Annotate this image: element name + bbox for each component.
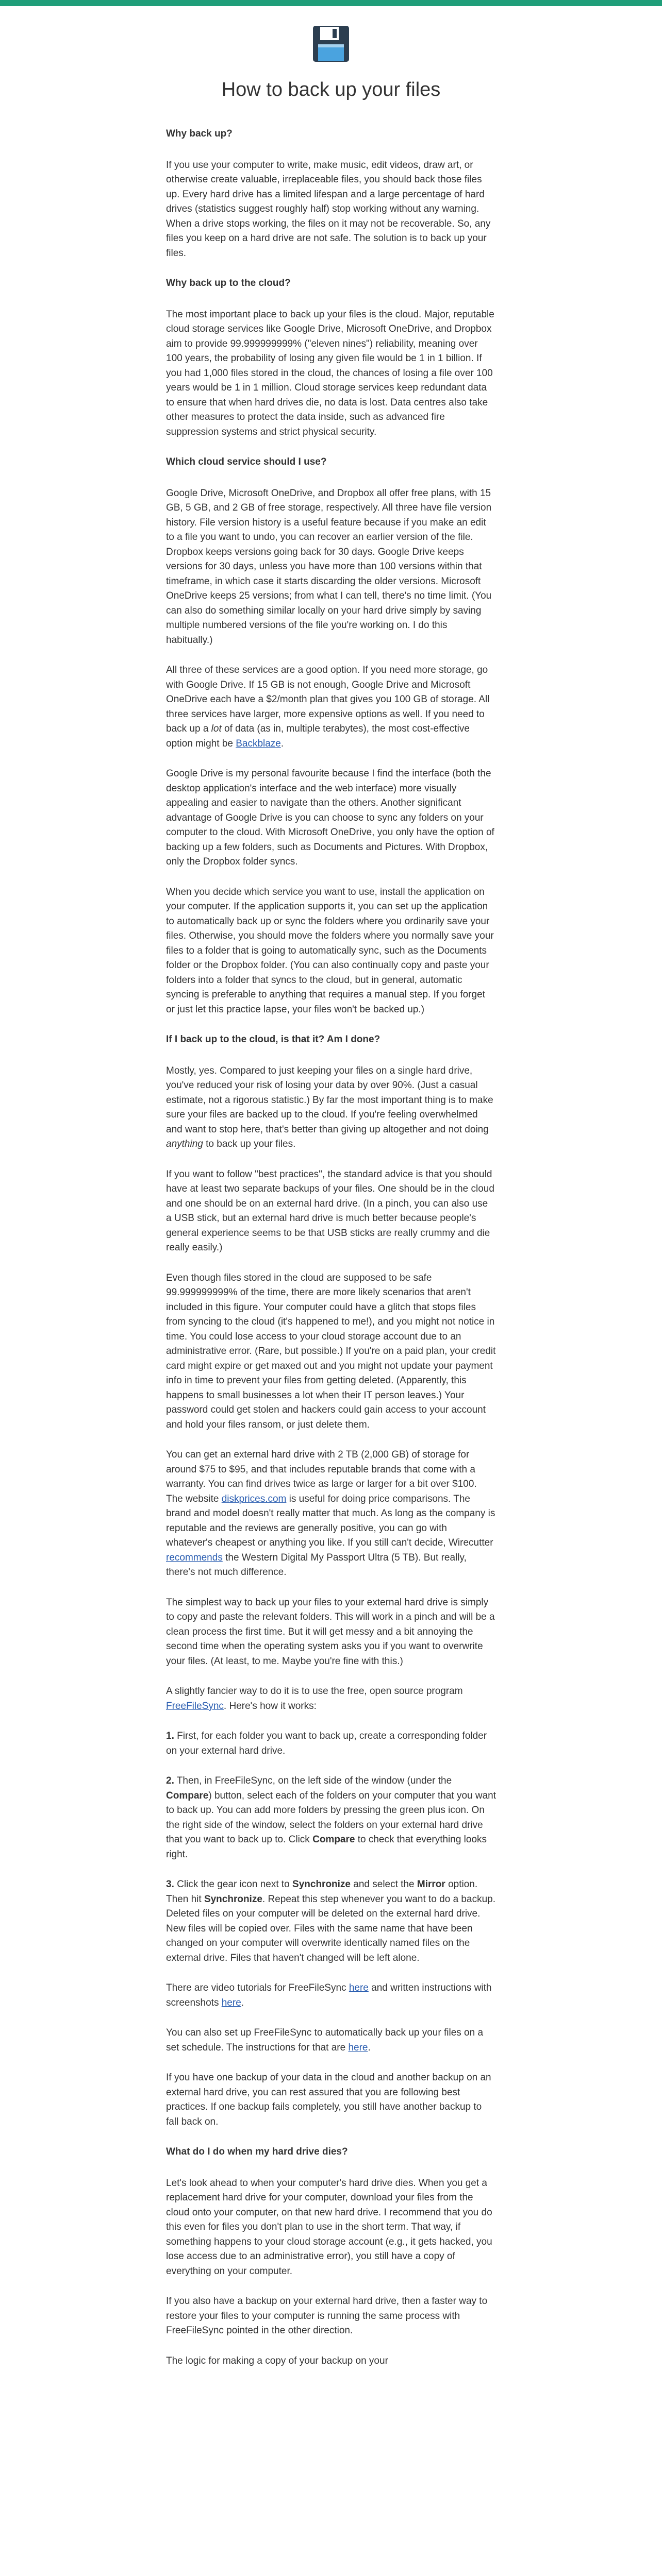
paragraph: A slightly fancier way to do it is to use the free, open source program FreeFileSync. Here's how it works: — [166, 1686, 463, 1711]
page-title: How to back up your files — [221, 79, 441, 100]
paragraph: There are video tutorials for FreeFileSync here and written instructions with screenshots here. — [166, 1982, 492, 2008]
diskprices-link[interactable]: diskprices.com — [221, 1493, 287, 1504]
wirecutter-recommends-link[interactable]: recommends — [166, 1552, 223, 1563]
paragraph: The simplest way to back up your files to your external hard drive is simply to copy and paste the relevant folders. This will work in a pinch and will be a clean process the first time. But it will get messy and a bit annoying the second time when the operating system asks you if you want to overwrite your files. (At least, to me. Maybe you're fine with this.) — [166, 1597, 495, 1667]
article-body — [166, 127, 496, 2415]
paragraph: If you also have a backup on your external hard drive, then a faster way to restore your files to your computer is running the same process with FreeFileSync pointed in the other direction. — [166, 2296, 488, 2336]
paragraph: The logic for making a copy of your backup on your — [166, 2355, 388, 2366]
step-1: 1. First, for each folder you want to back up, create a corresponding folder on your external hard drive. — [166, 1731, 487, 1756]
step-2: 2. Then, in FreeFileSync, on the left side of the window (under the Compare) button, select each of the folders on your computer that you want to back up. You can add more folders by pressing the green plus icon. On the right side of the window, select the folders on your external hard drive that you want to back up to. Click Compare to check that everything looks right. — [166, 1775, 496, 1860]
paragraph: All three of these services are a good option. If you need more storage, go with Google Drive. If 15 GB is not enough, Google Drive and Microsoft OneDrive each have a $2/month plan that gives you 100 GB of storage. All three services have larger, more expensive options as well. If you need to back up a lot of data (as in, multiple terabytes), the most cost-effective option might be Backblaze. — [166, 665, 490, 749]
heading-why-back-up: Why back up? — [166, 128, 233, 139]
top-accent-bar — [0, 0, 662, 6]
video-tutorials-link[interactable]: here — [349, 1982, 369, 1993]
paragraph: If you want to follow "best practices", the standard advice is that you should have at least two separate backups of your files. One should be in the cloud and one should be on an external hard drive. (In a pinch, you can also use a USB stick, but an external hard drive is much better because people's general experience seems to be that USB sticks are really crummy and die really easily.) — [166, 1168, 494, 1253]
paragraph: Even though files stored in the cloud are supposed to be safe 99.999999999% of the time, there are more likely scenarios that aren't included in this figure. Your computer could have a glitch that stops files from syncing to the cloud (it's happened to me!), and you might not notice in time. You could lose access to your cloud storage account due to an administrative error. (Rare, but possible.) If you're on a paid plan, your credit card might expire or get maxed out and you might not update your payment info in time to prevent your files from getting deleted. (Apparently, this happens to small businesses a lot when their IT person leaves.) Your password could get stolen and hackers could gain access to your account and hold your files ransom, or just delete them. — [166, 1272, 496, 1430]
paragraph: Mostly, yes. Compared to just keeping your files on a single hard drive, you've reduced your risk of losing your data by over 90%. (Just a casual estimate, not a rigorous statistic.) By far the most important thing is to make sure your files are backed up to the cloud. If you're feeling overwhelmed and want to stop here, that's better than giving up altogether and not doing anything to back up your files. — [166, 1065, 493, 1149]
heading-why-cloud: Why back up to the cloud? — [166, 278, 291, 289]
paragraph: You can also set up FreeFileSync to automatically back up your files on a set schedule. The instructions for that are here. — [166, 2027, 484, 2053]
freefilesync-link[interactable]: FreeFileSync — [166, 1700, 224, 1711]
heading-which-cloud-service: Which cloud service should I use? — [166, 456, 327, 467]
heading-hard-drive-dies: What do I do when my hard drive dies? — [166, 2146, 348, 2157]
written-instructions-link[interactable]: here — [221, 1997, 241, 2008]
paragraph: If you have one backup of your data in the cloud and another backup on an external hard drive, you can rest assured that you are following best practices. If one backup fails completely, you still have another backup to fall back on. — [166, 2072, 491, 2127]
schedule-instructions-link[interactable]: here — [348, 2042, 368, 2053]
backblaze-link[interactable]: Backblaze — [236, 738, 281, 749]
paragraph: Google Drive, Microsoft OneDrive, and Dropbox all offer free plans, with 15 GB, 5 GB, and 2 GB of free storage, respectively. All three have file version history. File version history is a useful feature because if you make an edit to a file you want to undo, you can recover an earlier version of the file. Dropbox keeps versions going back for 30 days. Google Drive keeps versions for 30 days, unless you have more than 100 versions within that timeframe, in which case it starts discarding the older versions. Microsoft OneDrive keeps 25 versions; from what I can tell, there's no time limit. (You can also do something similar locally on your hard drive simply by saving multiple numbered versions of the file you're working on. I do this habitually.) — [166, 487, 492, 646]
paragraph: Google Drive is my personal favourite because I find the interface (both the desktop application's interface and the web interface) more visually appealing and easier to navigate than the others. Another significant advantage of Google Drive is you can choose to sync any folders on your computer to the cloud. With Microsoft OneDrive, you only have the option of backing up a few folders, such as Documents and Pictures. With Dropbox, only the Dropbox folder syncs. — [166, 768, 494, 867]
site-logo — [0, 6, 662, 65]
paragraph: Let's look ahead to when your computer's hard drive dies. When you get a replacement hard drive for your computer, download your files from the cloud onto your computer, on that new hard drive. I recommend that you do this even for files you don't plan to use in the short term. That way, if something happens to your cloud storage account (e.g., it gets hacked, you lose access due to an administrative error), you still have a copy of everything on your computer. — [166, 2177, 492, 2277]
paragraph: If you use your computer to write, make music, edit videos, draw art, or otherwise create valuable, irreplaceable files, you should back those files up. Every hard drive has a limited lifespan and a large percentage of hard drives (statistics suggest roughly half) stop working without any warning. When a drive stops working, the files on it may not be recoverable. So, any files you keep on a hard drive are not safe. The solution is to back up your files. — [166, 159, 491, 259]
paragraph: You can get an external hard drive with 2 TB (2,000 GB) of storage for around $75 to $95, and that includes reputable brands that come with a warranty. You can find drives twice as large or larger for a bit over $100. The website diskprices.com is useful for doing price comparisons. The brand and model doesn't really matter that much. As long as the company is reputable and the reviews are generally positive, you can go with whatever's cheapest or anything you like. If you still can't decide, Wirecutter recommends the Western Digital My Passport Ultra (5 TB). But really, there's not much difference. — [166, 1449, 495, 1578]
step-3: 3. Click the gear icon next to Synchronize and select the Mirror option. Then hit Synchronize. Repeat this step whenever you want to do a backup. Deleted files on your computer will be deleted on the external hard drive. New files will be copied over. Files with the same name that have been changed on your computer will overwrite identically named files on the external drive. Files that haven't changed will be left alone. — [166, 1879, 495, 1963]
paragraph: When you decide which service you want to use, install the application on your computer. If the application supports it, you can set up the application to automatically back up or sync the folders where you ordinarily save your files. Otherwise, you should move the folders where you normally save your files to a folder that is going to automatically sync, such as the Documents folder or the Dropbox folder. (You can also continually copy and paste your folders into a folder that syncs to the cloud, but in general, automatic syncing is preferable to anything that requires a manual step. If you forget or just let this practice lapse, your files won't be backed up.) — [166, 886, 494, 1015]
floppy-disk-icon — [312, 25, 350, 63]
heading-am-i-done: If I back up to the cloud, is that it? Am I done? — [166, 1034, 380, 1045]
paragraph: The most important place to back up your files is the cloud. Major, reputable cloud storage services like Google Drive, Microsoft OneDrive, and Dropbox aim to provide 99.999999999% ("eleven nines") reliability, meaning over 100 years, the probability of losing any given file would be 1 in 1 billion. If you had 1,000 files stored in the cloud, the chances of losing a file over 100 years would be 1 in 1 million. Cloud storage services keep redundant data to ensure that when hard drives die, no data is lost. Data centres also take other measures to protect the data inside, such as advanced fire suppression systems and strict physical security. — [166, 309, 494, 437]
